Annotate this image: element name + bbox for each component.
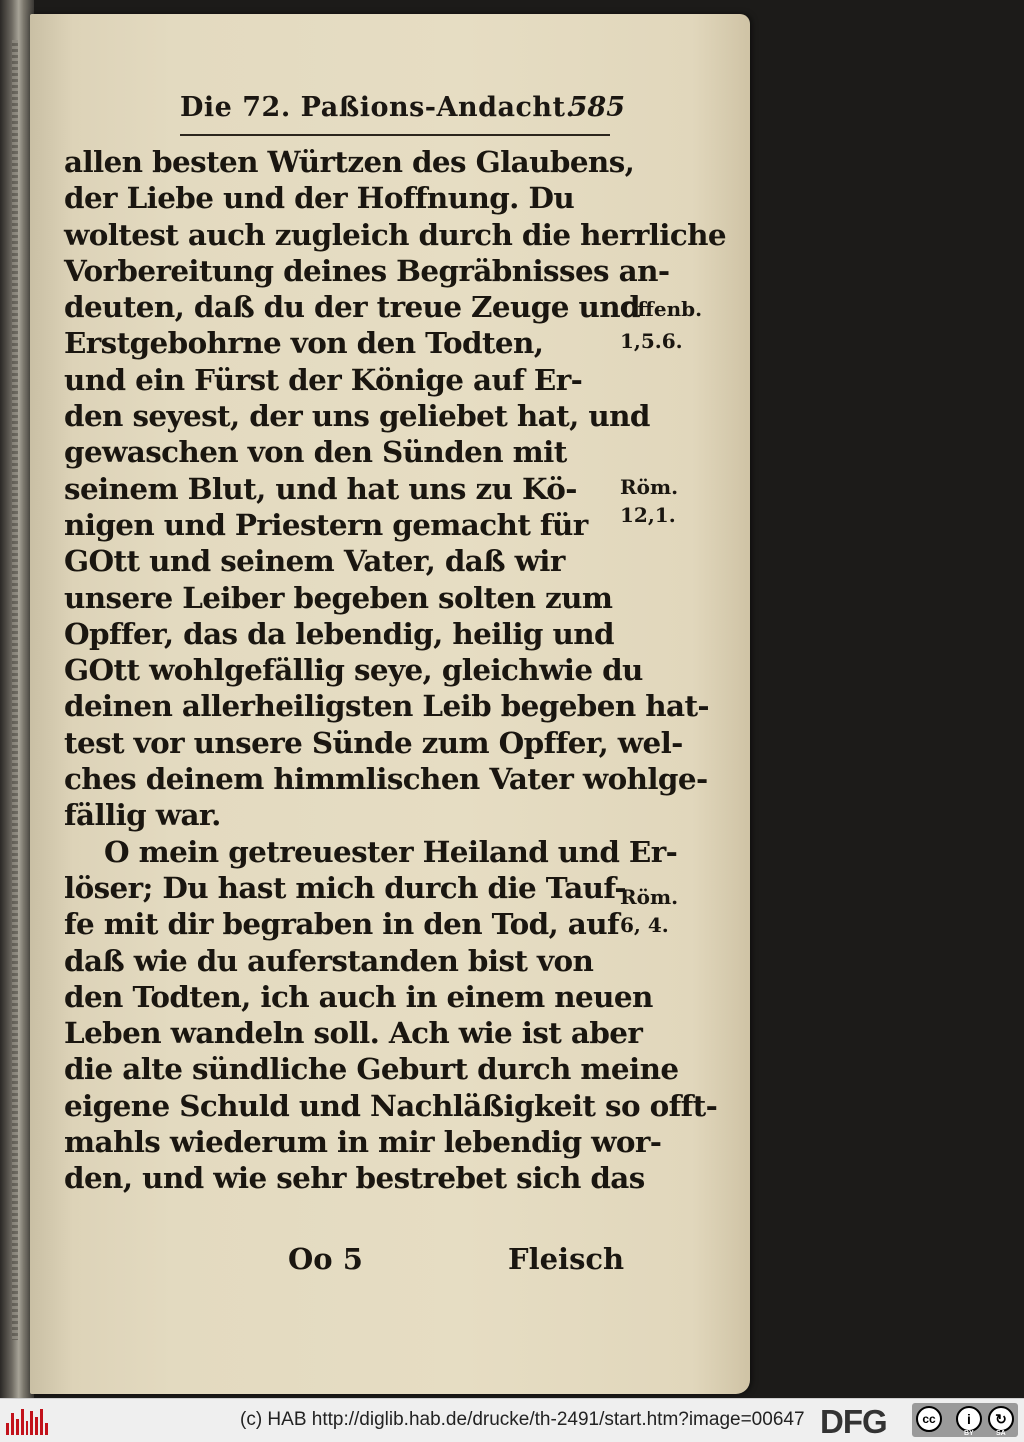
text-line: der Liebe und der Hoffnung. Du xyxy=(64,180,575,216)
text-line: allen besten Würtzen des Glaubens, xyxy=(64,144,635,179)
attribution-icon: i xyxy=(956,1406,982,1432)
text-line: fällig war. xyxy=(64,797,221,833)
text-line: Vorbereitung deines Begräbnisses an- xyxy=(64,252,670,288)
marginal-note-offenb: Offenb. xyxy=(620,297,703,321)
share-alike-icon: ↻ xyxy=(988,1406,1014,1432)
marginal-note-roem-1-ref: 12,1. xyxy=(620,503,676,527)
text-line: GOtt und seinem Vater, daß wir xyxy=(64,543,565,579)
text-line: Leben wandeln soll. Ach wie ist aber xyxy=(64,1015,643,1051)
text-line: test vor unsere Sünde zum Opffer, wel- xyxy=(64,724,683,760)
viewer-footer xyxy=(0,1398,1024,1442)
dfg-logo[interactable]: DFG xyxy=(820,1403,887,1440)
text-line: die alte sündliche Geburt durch meine xyxy=(64,1051,679,1087)
text-line: Erstgebohrne von den Todten, xyxy=(64,325,544,361)
cc-icon: cc xyxy=(916,1406,942,1432)
text-line: nigen und Priestern gemacht für xyxy=(64,506,588,542)
text-line: deuten, daß du der treue Zeuge und xyxy=(64,289,640,325)
text-line: den, und wie sehr bestrebet sich das xyxy=(64,1160,645,1196)
copyright-link[interactable]: (c) HAB http://diglib.hab.de/drucke/th-2491/start.htm?image=00647 xyxy=(240,1409,805,1430)
text-line: mahls wiederum in mir lebendig wor- xyxy=(64,1124,662,1160)
text-line: daß wie du auferstanden bist von xyxy=(64,942,594,978)
text-line: seinem Blut, und hat uns zu Kö- xyxy=(64,470,577,506)
page-number: 585 xyxy=(568,92,625,123)
text-line: den seyest, der uns geliebet hat, und xyxy=(64,398,650,434)
hab-logo-icon[interactable] xyxy=(6,1407,48,1435)
book-page xyxy=(30,14,750,1394)
marginal-note-roem-1: Röm. xyxy=(620,475,679,499)
running-title: Die 72. Paßions-Andacht. xyxy=(180,92,576,123)
catchword: Fleisch xyxy=(508,1242,625,1276)
text-line: GOtt wohlgefällig seye, gleichwie du xyxy=(64,652,643,688)
cc-license-badge[interactable] xyxy=(912,1403,1018,1437)
by-label: BY xyxy=(964,1430,974,1437)
text-line: eigene Schuld und Nachläßigkeit so offt- xyxy=(64,1087,718,1123)
header-rule xyxy=(180,134,610,136)
marginal-note-roem-2-ref: 6, 4. xyxy=(620,913,669,937)
text-line: löser; Du hast mich durch die Tauf- xyxy=(64,869,627,905)
text-line: unsere Leiber begeben solten zum xyxy=(64,579,613,615)
book-spine xyxy=(0,0,34,1398)
marginal-note-offenb-ref: 1,5.6. xyxy=(620,329,683,353)
text-line: und ein Fürst der Könige auf Er- xyxy=(64,361,583,397)
text-line: woltest auch zugleich durch die herrliche xyxy=(64,216,727,252)
text-line: gewaschen von den Sünden mit xyxy=(64,434,567,470)
marginal-note-roem-2: Röm. xyxy=(620,885,679,909)
sa-label: SA xyxy=(996,1430,1006,1437)
text-line: den Todten, ich auch in einem neuen xyxy=(64,978,653,1014)
text-line: Opffer, das da lebendig, heilig und xyxy=(64,615,614,651)
text-line: O mein getreuester Heiland und Er- xyxy=(104,833,678,869)
signature-mark: Oo 5 xyxy=(288,1242,363,1276)
text-line: ches deinem himmlischen Vater wohlge- xyxy=(64,761,708,797)
text-line: deinen allerheiligsten Leib begeben hat- xyxy=(64,688,710,724)
text-line: fe mit dir begraben in den Tod, auf xyxy=(64,906,620,942)
